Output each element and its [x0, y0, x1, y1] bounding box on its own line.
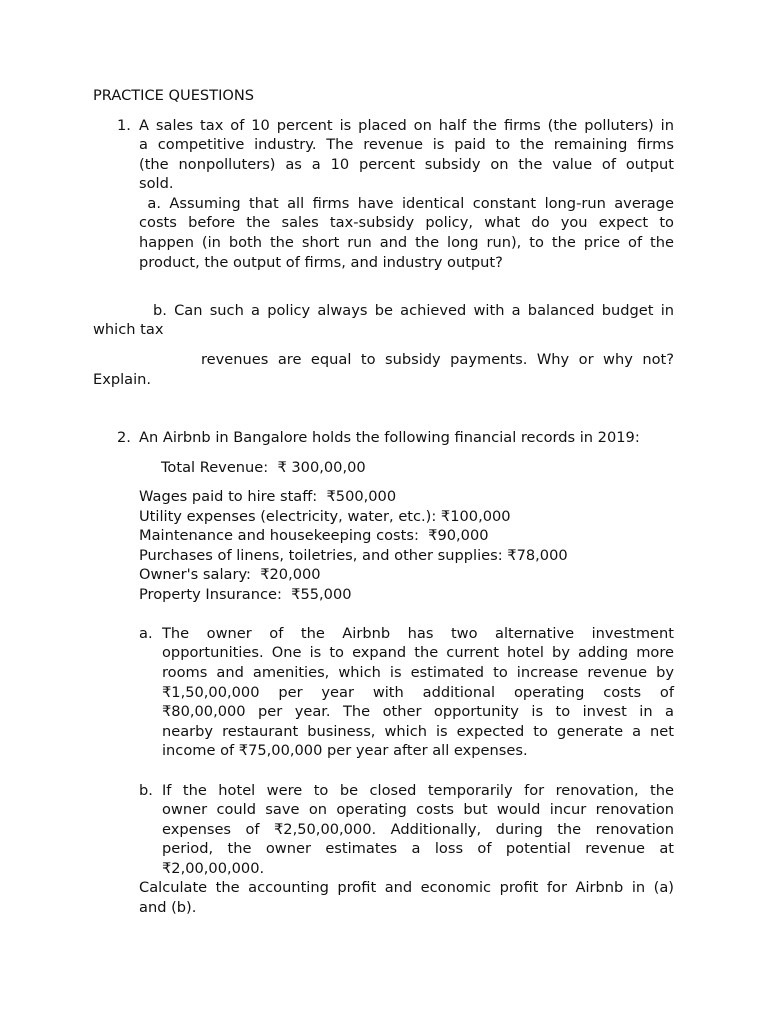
question-2a-line: income of ₹75,00,000 per year after all expenses.: [162, 742, 528, 759]
question-1a-line: happen (in both the short run and the long run), to the price of the: [139, 234, 674, 251]
question-2b-line: expenses of ₹2,50,00,000. Additionally, during the renovation: [162, 821, 674, 838]
question-1a-line: product, the output of firms, and industry output?: [139, 254, 503, 271]
question-2a-line: ₹80,00,000 per year. The other opportunity is to invest in a: [162, 703, 674, 720]
question-1b-line: Explain.: [93, 371, 152, 388]
question-2a-line: opportunities. One is to expand the current hotel by adding more: [162, 644, 674, 661]
question-2b-line: owner could save on operating costs but would incur renovation: [162, 801, 674, 818]
question-1b-line: revenues are equal to subsidy payments. Why or why not?: [201, 351, 674, 368]
question-1-line: (the nonpolluters) as a 10 percent subsidy on the value of output: [139, 156, 674, 173]
question-2b-line: If the hotel were to be closed temporarily for renovation, the: [162, 782, 674, 799]
expense-item: Owner's salary: ₹20,000: [139, 566, 321, 583]
question-2a-line: The owner of the Airbnb has two alternative investment: [162, 625, 674, 642]
page-title: PRACTICE QUESTIONS: [93, 87, 255, 104]
question-1b-line: which tax: [93, 321, 164, 338]
closing-instruction: Calculate the accounting profit and economic profit for Airbnb in (a): [139, 879, 674, 896]
expense-item: Property Insurance: ₹55,000: [139, 586, 352, 603]
question-2a-line: rooms and amenities, which is estimated to increase revenue by: [162, 664, 674, 681]
closing-instruction: and (b).: [139, 899, 197, 916]
question-2b-line: ₹2,00,00,000.: [162, 860, 265, 877]
question-2-intro: An Airbnb in Bangalore holds the following financial records in 2019:: [139, 429, 640, 446]
expense-item: Utility expenses (electricity, water, etc.): ₹100,000: [139, 508, 511, 525]
question-2b-line: period, the owner estimates a loss of potential revenue at: [162, 840, 674, 857]
expense-item: Purchases of linens, toiletries, and other supplies: ₹78,000: [139, 547, 568, 564]
question-1a-line: a. Assuming that all firms have identical constant long-run average: [139, 195, 674, 212]
question-1-line: sold.: [139, 175, 174, 192]
question-1b-line: b. Can such a policy always be achieved with a balanced budget in: [153, 302, 674, 319]
question-2a-label: a.: [139, 625, 153, 642]
question-2a-line: ₹1,50,00,000 per year with additional operating costs of: [162, 684, 674, 701]
question-1-line: A sales tax of 10 percent is placed on half the firms (the polluters) in: [139, 117, 674, 134]
total-revenue: Total Revenue: ₹ 300,00,00: [161, 459, 366, 476]
question-2-number: 2.: [117, 429, 131, 446]
question-1a-line: costs before the sales tax-subsidy policy, what do you expect to: [139, 214, 674, 231]
question-2a-line: nearby restaurant business, which is expected to generate a net: [162, 723, 674, 740]
expense-item: Maintenance and housekeeping costs: ₹90,000: [139, 527, 489, 544]
question-1-line: a competitive industry. The revenue is paid to the remaining firms: [139, 136, 674, 153]
question-2b-label: b.: [139, 782, 153, 799]
expense-item: Wages paid to hire staff: ₹500,000: [139, 488, 397, 505]
question-1-number: 1.: [117, 117, 131, 134]
